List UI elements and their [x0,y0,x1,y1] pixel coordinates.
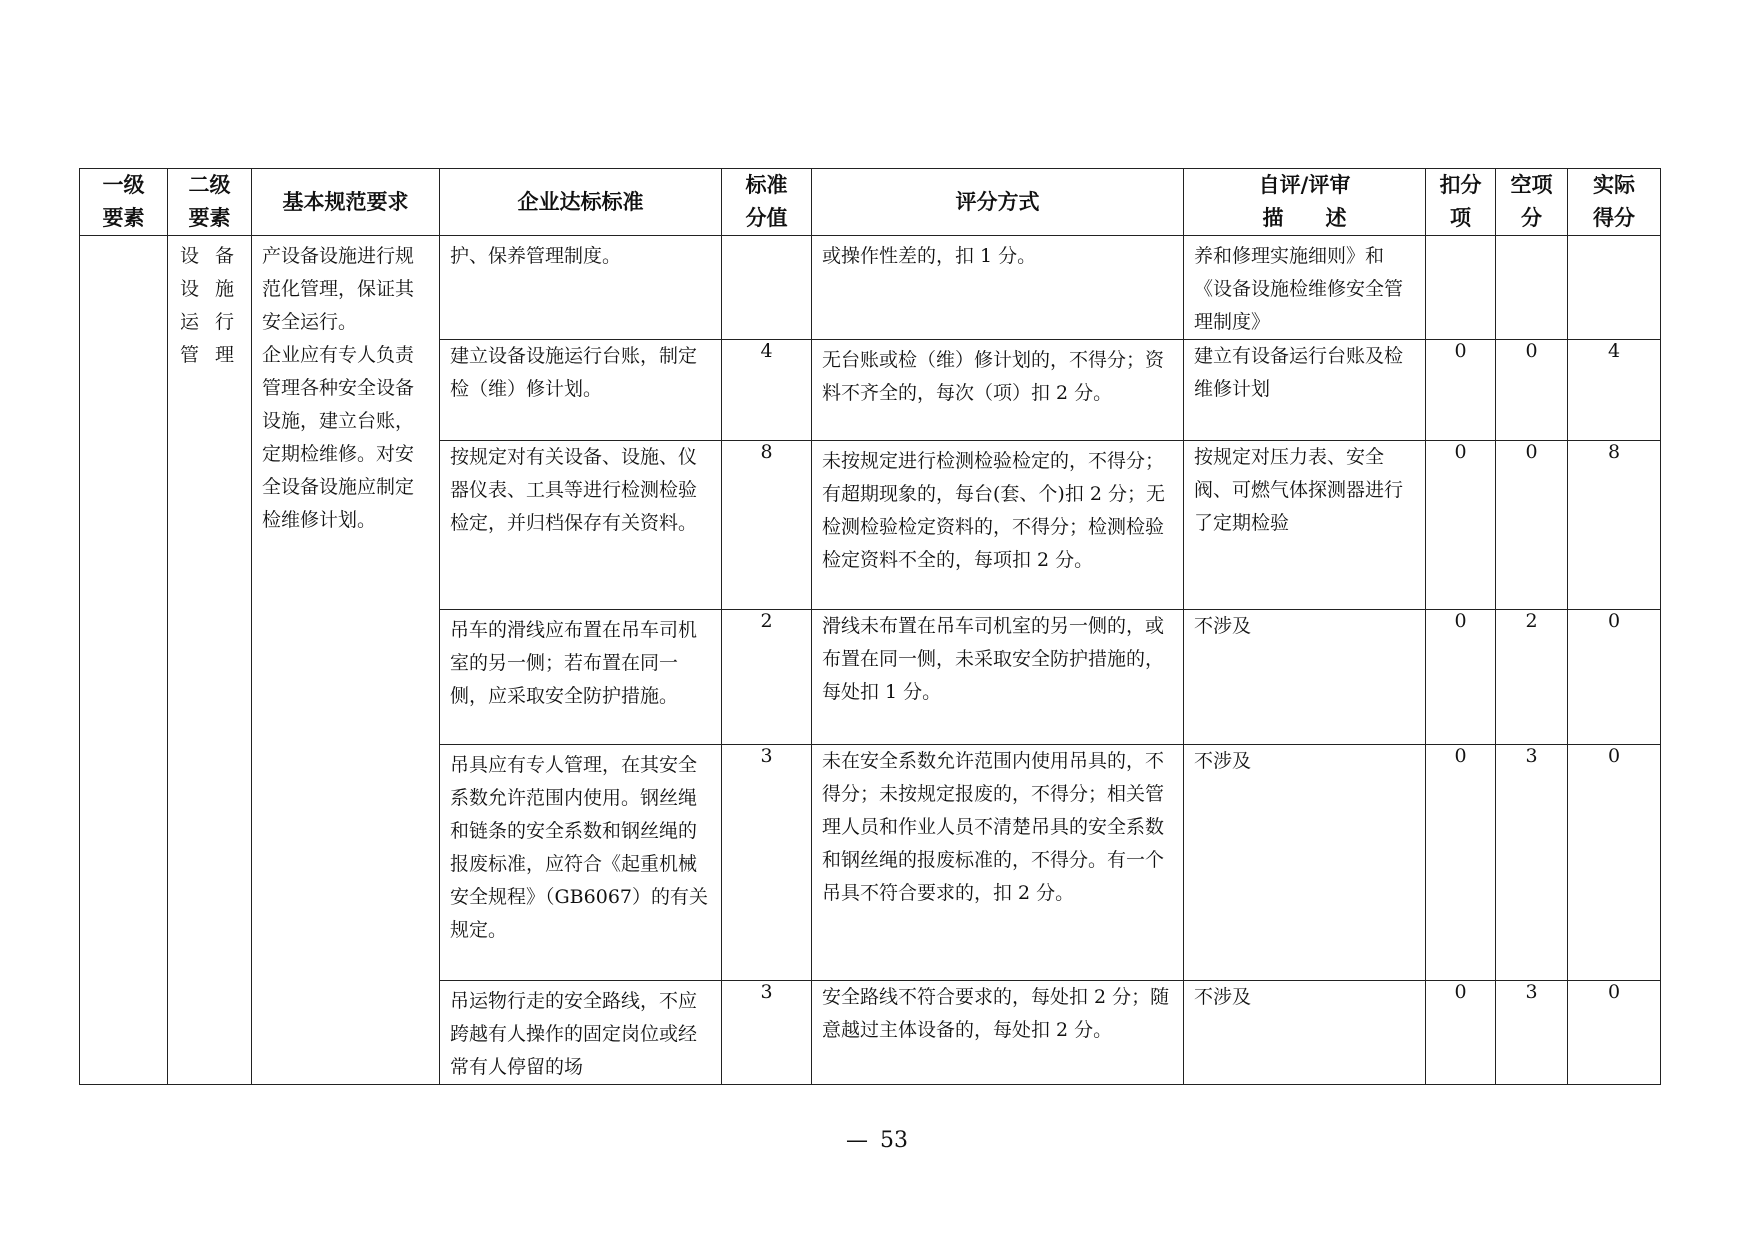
level2-text: 设备 设施 运行 管理 [180,245,251,366]
deduction-cell: 0 [1426,610,1496,745]
actual-score-cell [1568,236,1661,340]
header-row [80,169,1661,236]
header-self-evaluation: 自评/评审 描 述 [1184,169,1426,236]
standard-cell: 吊车的滑线应布置在吊车司机室的另一侧；若布置在同一侧，应采取安全防护措施。 [440,610,722,745]
standard-score-cell [722,236,812,340]
actual-score-cell: 0 [1568,981,1661,1085]
header-actual-score: 实际 得分 [1568,169,1661,236]
standard-score-cell: 3 [722,745,812,981]
scoring-method-cell: 或操作性差的，扣 1 分。 [812,236,1184,340]
empty-score-cell [1496,236,1568,340]
standard-cell: 建立设备设施运行台账，制定检（维）修计划。 [440,340,722,441]
basic-requirement-cell [252,236,440,1085]
page-number [0,1128,1754,1153]
actual-score-cell: 0 [1568,610,1661,745]
self-evaluation-cell: 建立有设备运行台账及检维修计划 [1184,340,1426,441]
standard-cell: 护、保养管理制度。 [440,236,722,340]
header-standard-score: 标准 分值 [722,169,812,236]
header-deduction: 扣分 项 [1426,169,1496,236]
empty-score-cell: 0 [1496,441,1568,610]
header-level1: 一级 要素 [80,169,168,236]
self-evaluation-cell: 不涉及 [1184,610,1426,745]
header-empty-score: 空项 分 [1496,169,1568,236]
scoring-method-cell: 未在安全系数允许范围内使用吊具的，不得分；未按规定报废的，不得分；相关管理人员和作业人员不清楚吊具的安全系数和钢丝绳的报废标准的，不得分。有一个吊具不符合要求的，扣 2 分。 [812,745,1184,981]
header-scoring-method: 评分方式 [812,169,1184,236]
scoring-method-cell: 无台账或检（维）修计划的，不得分；资料不齐全的，每次（项）扣 2 分。 [812,340,1184,441]
empty-score-cell: 3 [1496,745,1568,981]
self-evaluation-cell: 养和修理实施细则》和《设备设施检维修安全管理制度》 [1184,236,1426,340]
actual-score-cell: 4 [1568,340,1661,441]
level1-cell [80,236,168,1085]
standard-cell: 吊具应有专人管理，在其安全系数允许范围内使用。钢丝绳和链条的安全系数和钢丝绳的报废标准，应符合《起重机械安全规程》（GB6067）的有关规定。 [440,745,722,981]
deduction-cell: 0 [1426,441,1496,610]
standard-score-cell: 2 [722,610,812,745]
actual-score-cell: 8 [1568,441,1661,610]
standard-cell: 按规定对有关设备、设施、仪器仪表、工具等进行检测检验检定，并归档保存有关资料。 [440,441,722,610]
header-basic-requirement: 基本规范要求 [252,169,440,236]
header-level2: 二级 要素 [168,169,252,236]
table-row [80,236,1661,340]
scoring-method-cell: 滑线未布置在吊车司机室的另一侧的，或布置在同一侧，未采取安全防护措施的，每处扣 1 分。 [812,610,1184,745]
self-evaluation-cell: 不涉及 [1184,981,1426,1085]
self-evaluation-cell: 不涉及 [1184,745,1426,981]
standard-score-cell: 8 [722,441,812,610]
self-evaluation-cell: 按规定对压力表、安全阀、可燃气体探测器进行了定期检验 [1184,441,1426,610]
table-header [80,169,1661,236]
scoring-method-cell: 未按规定进行检测检验检定的，不得分；有超期现象的，每台(套、个)扣 2 分；无检测检验检定资料的，不得分；检测检验检定资料不全的，每项扣 2 分。 [812,441,1184,610]
deduction-cell: 0 [1426,745,1496,981]
page-number-value: 53 [880,1128,908,1153]
standard-cell: 吊运物行走的安全路线，不应跨越有人操作的固定岗位或经常有人停留的场 [440,981,722,1085]
empty-score-cell: 2 [1496,610,1568,745]
standard-score-cell: 3 [722,981,812,1085]
basic-requirement-text: 产设备设施进行规范化管理，保证其安全运行。 企业应有专人负责管理各种安全设备设施，建立台账，定期检维修。对安全设备设施应制定检维修计划。 [262,245,415,531]
deduction-cell [1426,236,1496,340]
scoring-method-cell: 安全路线不符合要求的，每处扣 2 分；随意越过主体设备的，每处扣 2 分。 [812,981,1184,1085]
empty-score-cell: 0 [1496,340,1568,441]
empty-score-cell: 3 [1496,981,1568,1085]
table-body [80,236,1661,1085]
deduction-cell: 0 [1426,340,1496,441]
actual-score-cell: 0 [1568,745,1661,981]
standard-score-cell: 4 [722,340,812,441]
level2-cell [168,236,252,1085]
page-dash: — [846,1128,868,1153]
deduction-cell: 0 [1426,981,1496,1085]
evaluation-table [79,168,1661,1085]
header-standard: 企业达标标准 [440,169,722,236]
